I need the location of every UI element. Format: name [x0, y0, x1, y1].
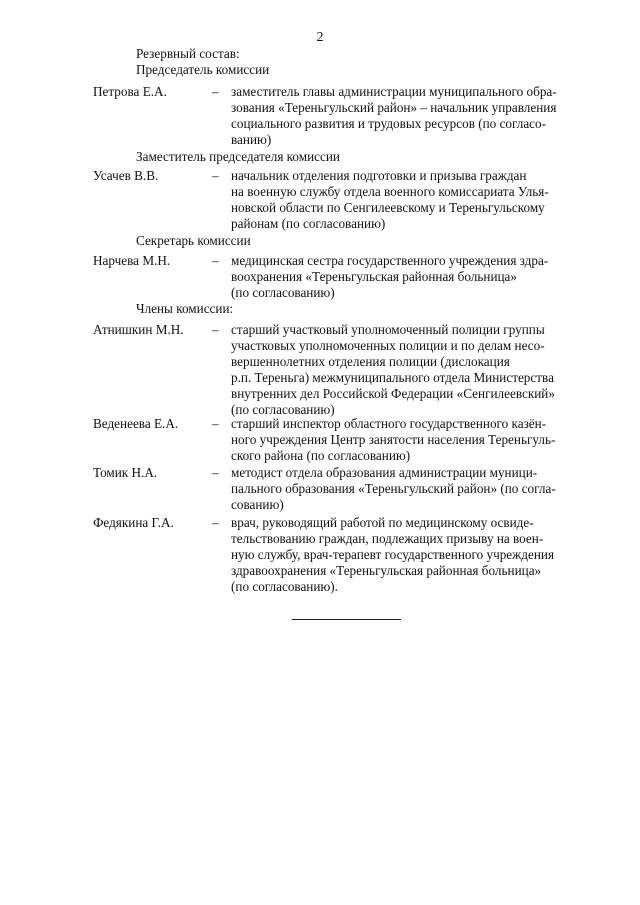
dash-separator: – [212, 84, 219, 99]
person-position: старший инспектор областного государственного казён- ного учреждения Центр занятости населения Тереньгуль- ского района (по согласованию) [231, 416, 556, 463]
person-name: Петрова Е.А. [93, 84, 167, 99]
person-position: старший участковый уполномоченный полиции группы участковых уполномоченных полиции и по делам несо- вершеннолетних отделения полиции (дислокация р.п. Тереньга) межмуниципального отдела Министерства внутренних дел Российской Федерации «Сенгилеевский» (по согласованию) [231, 322, 555, 417]
end-divider [292, 619, 401, 620]
person-name: Нарчева М.Н. [93, 253, 171, 268]
person-position: врач, руководящий работой по медицинскому освиде- тельствованию граждан, подлежащих призыву на воен- ную службу, врач-терапевт государственного учреждения здравоохранения «Тереньгульская районная больница» (по согласованию). [231, 515, 555, 594]
page-number: 2 [316, 30, 324, 45]
dash-separator: – [212, 416, 219, 431]
members-heading: Члены комиссии: [136, 301, 234, 316]
person-position: начальник отделения подготовки и призыва граждан на военную службу отдела военного комиссариата Улья- новской области по Сенгилеевскому и Тереньгульскому районам (по согласованию) [231, 168, 549, 231]
dash-separator: – [212, 168, 219, 183]
person-name: Усачев В.В. [93, 168, 159, 183]
secretary-heading: Секретарь комиссии [136, 233, 251, 248]
deputy-heading: Заместитель председателя комиссии [136, 149, 340, 164]
dash-separator: – [212, 322, 219, 337]
person-name: Атнишкин М.Н. [93, 322, 184, 337]
person-position: заместитель главы администрации муниципального обра- зования «Тереньгульский район» – начальник управления социального развития и трудовых ресурсов (по согласо- ванию) [231, 84, 557, 147]
reserve-heading: Резервный состав: [136, 46, 240, 61]
person-name: Веденеева Е.А. [93, 416, 179, 431]
person-position: медицинская сестра государственного учреждения здра- воохранения «Тереньгульская районная больница» (по согласованию) [231, 253, 549, 300]
dash-separator: – [212, 465, 219, 480]
person-name: Федякина Г.А. [93, 515, 174, 530]
person-name: Томик Н.А. [93, 465, 158, 480]
dash-separator: – [212, 515, 219, 530]
dash-separator: – [212, 253, 219, 268]
chair-heading: Председатель комиссии [136, 62, 270, 77]
person-position: методист отдела образования администрации муници- пального образования «Тереньгульский район» (по согла- сованию) [231, 465, 556, 512]
